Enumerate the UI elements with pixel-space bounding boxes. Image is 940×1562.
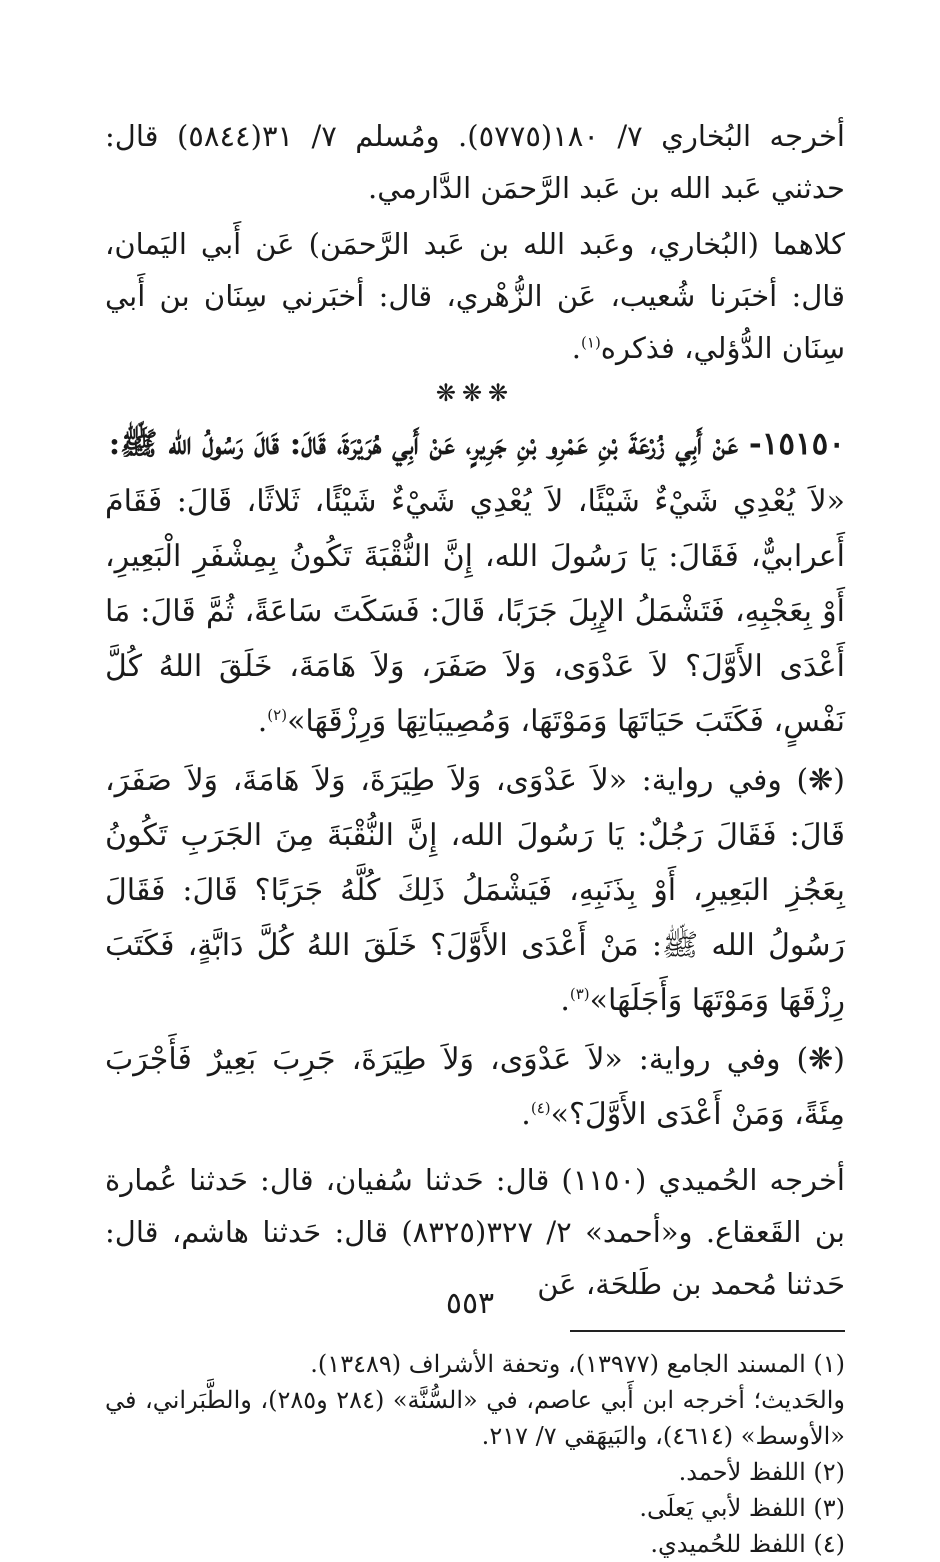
riwaya-paragraph: (❋) وفي رواية: «لاَ عَدْوَى، وَلاَ طِيَرَةَ، وَلاَ هَامَةَ، وَلاَ صَفَرَ، قَالَ: فَقَالَ رَجُلٌ: يَا رَسُولَ الله، إِنَّ النُّقْبَةَ مِنَ الجَرَبِ تَكُونُ بِعَجُزِ البَعِيرِ، أَوْ بِذَنَبِهِ، فَيَشْمَلُ ذَلِكَ كُلَّهُ جَرَبًا؟ قَالَ: فَقَالَ رَسُولُ الله ﷺ: مَنْ أَعْدَى الأَوَّلَ؟ خَلَقَ اللهُ كُلَّ دَابَّةٍ، فَكَتَبَ رِزْقَهَا وَمَوْتَهَا وَأَجَلَهَا»$^{(٣)}$. (105, 763, 846, 1018)
hadith-matn: «لاَ يُعْدِي شَيْءٌ شَيْئًا، لاَ يُعْدِي شَيْءٌ شَيْئًا، ثَلاثًا، قَالَ: فَقَامَ أَعرابيٌّ، فَقَالَ: يَا رَسُولَ الله، إِنَّ النُّقْبَةَ تَكُونُ بِمِشْفَرِ الْبَعِيرِ، أَوْ بِعَجْبِهِ، فَتَشْمَلُ الإِبِلَ جَرَبًا، قَالَ: فَسَكَتَ سَاعَةً، ثُمَّ قَالَ: مَا أَعْدَى الأَوَّلَ؟ لاَ عَدْوَى، وَلاَ صَفَرَ، وَلاَ هَامَةَ، خَلَقَ اللهُ كُلَّ نَفْسٍ، فَكَتَبَ حَيَاتَهَا وَمَوْتَهَا، وَمُصِيبَاتِهَا وَرِزْقَهَا»$^{(٢)}$. (105, 484, 845, 739)
riwaya-text: (❋) وفي رواية: «لاَ عَدْوَى، وَلاَ طِيَرَةَ، جَرِبَ بَعِيرٌ فَأَجْرَبَ مِئَةً، وَمَنْ أَعْدَى الأَوَّلَ؟» (105, 1042, 845, 1132)
footnote-ref: (٢) (267, 706, 288, 724)
footnote-item: (٢) اللفظ لأحمد. (678, 1458, 845, 1486)
riwaya-paragraph: (❋) وفي رواية: «لاَ عَدْوَى، وَلاَ طِيَرَةَ، جَرِبَ بَعِيرٌ فَأَجْرَبَ مِئَةً، وَمَنْ أَعْدَى الأَوَّلَ؟»$^{(٤)}$. (105, 1042, 845, 1132)
source-text: أخرجه البُخاري ٧/ ١٨٠(٥٧٧٥). ومُسلم ٧/ ٣١(٥٨٤٤) قال: حدثني عَبد الله بن عَبد الرَّحمَن الدَّارمي. (105, 119, 845, 205)
page-number: ٥٥٣ (445, 1286, 495, 1321)
section-separator: ❋❋❋ (435, 379, 515, 407)
chain-text: كلاهما (البُخاري، وعَبد الله بن عَبد الرَّحمَن) عَن أَبي اليَمان، قال: أخبَرنا شُعيب، عَن الزُّهْري، قال: أخبَرني سِنَان بن أَبي سِنَان الدُّؤلي، فذكره (105, 227, 845, 365)
hadith-heading (105, 416, 845, 472)
footnote-divider (570, 1330, 845, 1332)
chain-paragraph: كلاهما (البُخاري، وعَبد الله بن عَبد الرَّحمَن) عَن أَبي اليَمان، قال: أخبَرنا شُعيب، عَن الزُّهْري، قال: أخبَرني سِنَان بن أَبي سِنَان الدُّؤلي، فذكره$^{(١)}$. (105, 227, 845, 365)
footnote-item: (٤) اللفظ للحُميدي. (650, 1530, 845, 1558)
hadith-text: ١٥١٥٠- عَنْ أَبِي زُرْعَةَ بْنِ عَمْرِو بْنِ جَرِيرٍ، عَنْ أَبِي هُرَيْرَةَ، قَالَ: قَالَ رَسُولُ الله ﷺ: (108, 426, 845, 462)
footnote-item: (١) المسند الجامع (١٣٩٧٧)، وتحفة الأشراف (١٣٤٨٩). (310, 1350, 845, 1378)
source-paragraph (105, 110, 845, 214)
takhrij-text: أخرجه الحُميدي (١١٥٠) قال: حَدثنا سُفيان، قال: حَدثنا عُمارة بن القَعقاع. و«أحمد» ٢/ ٣٢٧(٨٣٢٥) قال: حَدثنا هاشم، قال: حَدثنا مُحمد بن طَلحَة، عَن (105, 1163, 845, 1301)
footnote-item: والحَديث؛ أخرجه ابن أَبي عاصم، في «السُّنَّة» (٢٨٤ و٢٨٥)، والطَّبَراني، في «الأوسط» (٤٦١٤)، والبَيهَقي ٧/ ٢١٧. (105, 1386, 846, 1450)
matn-text: «لاَ يُعْدِي شَيْءٌ شَيْئًا، لاَ يُعْدِي شَيْءٌ شَيْئًا، ثَلاثًا، قَالَ: فَقَامَ أَعرابيٌّ، فَقَالَ: يَا رَسُولَ الله، إِنَّ النُّقْبَةَ تَكُونُ بِمِشْفَرِ الْبَعِيرِ، أَوْ بِعَجْبِهِ، فَتَشْمَلُ الإِبِلَ جَرَبًا، قَالَ: فَسَكَتَ سَاعَةً، ثُمَّ قَالَ: مَا أَعْدَى الأَوَّلَ؟ لاَ عَدْوَى، وَلاَ صَفَرَ، وَلاَ هَامَةَ، خَلَقَ اللهُ كُلَّ نَفْسٍ، فَكَتَبَ حَيَاتَهَا وَمَوْتَهَا، وَمُصِيبَاتِهَا وَرِزْقَهَا» (105, 484, 845, 739)
footnote-ref: (٤) (530, 1099, 551, 1117)
footnote-ref: (١) (581, 333, 601, 352)
footnote-ref: (٣) (569, 985, 590, 1003)
riwaya-text: (❋) وفي رواية: «لاَ عَدْوَى، وَلاَ طِيَرَةَ، وَلاَ هَامَةَ، وَلاَ صَفَرَ، قَالَ: فَقَالَ رَجُلٌ: يَا رَسُولَ الله، إِنَّ النُّقْبَةَ مِنَ الجَرَبِ تَكُونُ بِعَجُزِ البَعِيرِ، أَوْ بِذَنَبِهِ، فَيَشْمَلُ ذَلِكَ كُلَّهُ جَرَبًا؟ قَالَ: فَقَالَ رَسُولُ الله ﷺ: مَنْ أَعْدَى الأَوَّلَ؟ خَلَقَ اللهُ كُلَّ دَابَّةٍ، فَكَتَبَ رِزْقَهَا وَمَوْتَهَا وَأَجَلَهَا» (105, 763, 846, 1018)
footnotes (105, 1346, 845, 1562)
footnote-item: (٣) اللفظ لأبي يَعلَى. (639, 1494, 845, 1522)
